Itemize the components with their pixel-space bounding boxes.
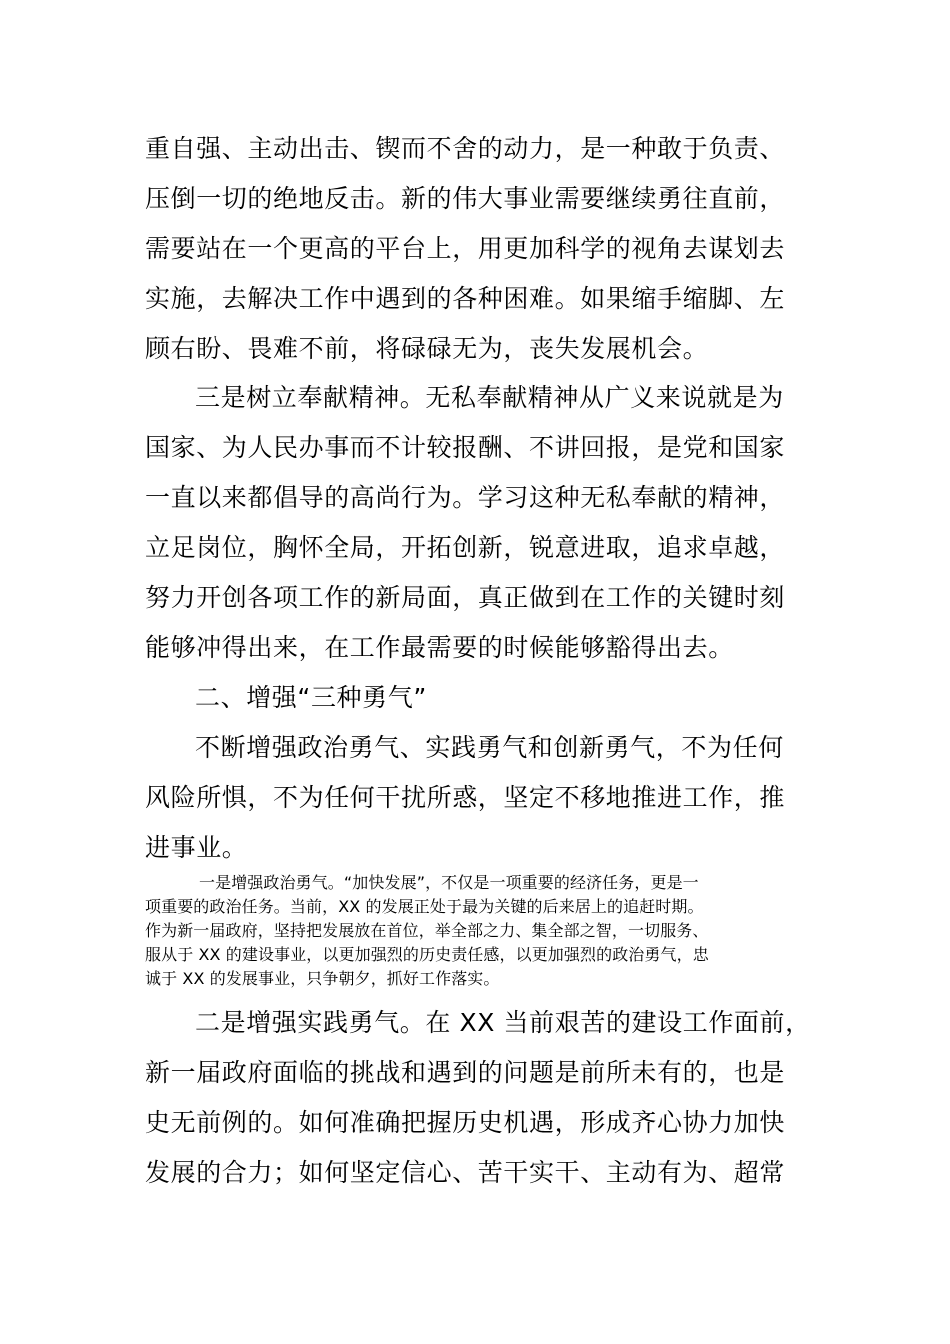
small-text-line: 作为新一届政府，坚持把发展放在首位，举全部之力、集全部之智，一切服务、 — [145, 921, 709, 940]
small-text-line: 服从于 XX 的建设事业，以更加强烈的历史责任感，以更加强烈的政治勇气，忠 — [145, 945, 709, 964]
text-line: 一直以来都倡导的高尚行为。学习这种无私奉献的精神， — [145, 483, 786, 512]
text-line: 能够冲得出来，在工作最需要的时候能够豁得出去。 — [145, 633, 734, 662]
text-line: 压倒一切的绝地反击。新的伟大事业需要继续勇往直前， — [145, 184, 786, 213]
text-line: 重自强、主动出击、锲而不舍的动力，是一种敢于负责、 — [145, 134, 786, 163]
paragraph-start-line: 不断增强政治勇气、实践勇气和创新勇气，不为任何 — [195, 733, 784, 762]
paragraph-start-line: 三是树立奉献精神。无私奉献精神从广义来说就是为 — [195, 383, 784, 412]
text-line: 立足岗位，胸怀全局，开拓创新，锐意进取，追求卓越， — [145, 533, 786, 562]
text-line: 风险所惧，不为任何干扰所惑，坚定不移地推进工作，推 — [145, 783, 786, 812]
text-line: 需要站在一个更高的平台上，用更加科学的视角去谋划去 — [145, 234, 786, 263]
small-text-line: 项重要的政治任务。当前，XX 的发展正处于最为关键的后来居上的追赶时期。 — [145, 897, 704, 916]
text-line: 史无前例的。如何准确把握历史机遇，形成齐心协力加快 — [145, 1108, 786, 1137]
text-line: 发展的合力；如何坚定信心、苦干实干、主动有为、超常 — [145, 1158, 786, 1187]
text-line: 努力开创各项工作的新局面，真正做到在工作的关键时刻 — [145, 583, 786, 612]
text-line: 新一届政府面临的挑战和遇到的问题是前所未有的，也是 — [145, 1058, 786, 1087]
paragraph-start-line: 二是增强实践勇气。在 XX 当前艰苦的建设工作面前， — [195, 1008, 811, 1037]
text-line: 国家、为人民办事而不计较报酬、不讲回报，是党和国家 — [145, 433, 786, 462]
section-heading: 二、增强“三种勇气” — [195, 683, 427, 712]
text-line: 实施，去解决工作中遇到的各种困难。如果缩手缩脚、左 — [145, 284, 786, 313]
text-line: 顾右盼、畏难不前，将碌碌无为，丧失发展机会。 — [145, 334, 709, 363]
text-line: 进事业。 — [145, 833, 248, 862]
small-text-line: 诚于 XX 的发展事业，只争朝夕，抓好工作落实。 — [145, 969, 500, 988]
small-paragraph-start-line: 一是增强政治勇气。“加快发展”，不仅是一项重要的经济任务，更是一 — [199, 873, 699, 892]
